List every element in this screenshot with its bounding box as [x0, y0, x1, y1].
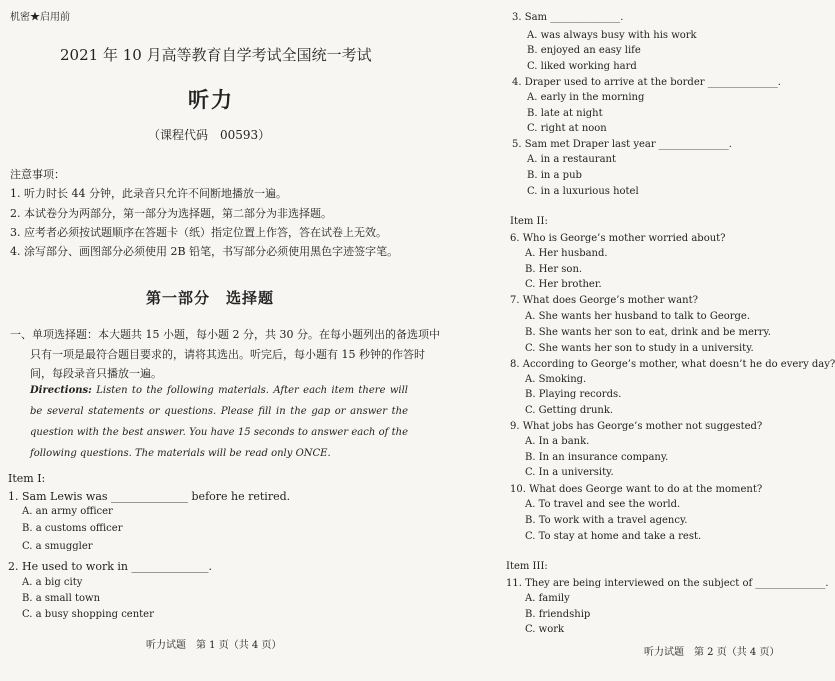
question-stem: 9. What jobs has George’s mother not suggested? [510, 421, 763, 432]
option: C. Her brother. [525, 279, 602, 290]
option: A. a big city [22, 577, 83, 588]
note-item: 1. 听力时长 44 分钟，此录音只允许不间断地播放一遍。 [10, 187, 287, 200]
option: C. liked working hard [527, 61, 637, 72]
question-stem: 3. Sam ______________. [512, 12, 624, 23]
part1-title: 第一部分 选择题 [146, 289, 275, 307]
option: B. a small town [22, 593, 101, 604]
directions-label: Directions: [30, 385, 92, 396]
instruction-line: 只有一项是最符合题目要求的，请将其选出。听完后，每小题有 15 秒钟的作答时 [30, 348, 425, 361]
option: C. in a luxurious hotel [527, 186, 639, 197]
option: B. Her son. [525, 264, 583, 275]
option: B. enjoyed an easy life [527, 45, 641, 56]
option: B. a customs officer [22, 523, 123, 534]
option: C. Getting drunk. [525, 405, 614, 416]
note-item: 2. 本试卷分为两部分，第一部分为选择题，第二部分为非选择题。 [10, 207, 332, 220]
option: B. in a pub [527, 170, 582, 181]
question-stem: 5. Sam met Draper last year ______________. [512, 139, 732, 150]
course-code: （课程代码 00593） [148, 128, 271, 142]
note-item: 3. 应考者必须按试题顺序在答题卡（纸）指定位置上作答，答在试卷上无效。 [10, 226, 387, 239]
option: A. early in the morning [527, 92, 645, 103]
option: A. in a restaurant [527, 154, 616, 165]
question-stem: 6. Who is George’s mother worried about? [510, 233, 726, 244]
secret-label: 机密★启用前 [10, 12, 70, 23]
option: A. Her husband. [525, 248, 608, 259]
subject-title: 听力 [188, 87, 234, 112]
item3-label: Item III: [506, 561, 548, 572]
option: C. She wants her son to study in a university. [525, 343, 754, 354]
option: A. an army officer [22, 506, 113, 517]
option: B. To work with a travel agency. [525, 515, 688, 526]
option: A. Smoking. [525, 374, 587, 385]
question-stem: 11. They are being interviewed on the subject of ______________. [506, 578, 829, 589]
exam-title: 2021 年 10 月高等教育自学考试全国统一考试 [60, 46, 372, 64]
notes-title: 注意事项： [10, 168, 65, 181]
option: B. friendship [525, 609, 591, 620]
option: C. a busy shopping center [22, 609, 154, 620]
option: B. In an insurance company. [525, 452, 669, 463]
question-stem: 8. According to George’s mother, what doesn’t he do every day? [510, 359, 835, 370]
question-stem: 1. Sam Lewis was ______________ before he retired. [8, 490, 291, 503]
instruction-line: 一、单项选择题：本大题共 15 小题，每小题 2 分，共 30 分。在每小题列出的备选项中 [10, 328, 440, 341]
item1-label: Item I: [8, 472, 46, 485]
directions [30, 380, 408, 464]
page-2 [400, 0, 835, 681]
question-stem: 4. Draper used to arrive at the border ______________. [512, 77, 781, 88]
page-footer: 听力试题 第 1 页（共 4 页） [146, 640, 282, 651]
option: C. In a university. [525, 467, 614, 478]
question-stem: 2. He used to work in ______________. [8, 560, 212, 573]
option: A. In a bank. [525, 436, 590, 447]
option: C. work [525, 624, 565, 635]
question-stem: 7. What does George’s mother want? [510, 295, 698, 306]
option: B. Playing records. [525, 389, 622, 400]
question-stem: 10. What does George want to do at the moment? [510, 484, 763, 495]
option: A. To travel and see the world. [525, 499, 681, 510]
item2-label: Item II: [510, 216, 548, 227]
option: C. right at noon [527, 123, 607, 134]
option: C. a smuggler [22, 541, 93, 552]
option: A. family [525, 593, 570, 604]
note-item: 4. 涂写部分、画图部分必须使用 2B 铅笔，书写部分必须使用黑色字迹签字笔。 [10, 245, 399, 258]
directions-text: Listen to the following materials. After each item there will be several statements or questions. Please fill in the gap or answer the question with the best answer. You have 15 seconds to answer each of the following questions. The materials will be read only ONCE. [30, 385, 408, 459]
option: B. She wants her son to eat, drink and be merry. [525, 327, 771, 338]
option: A. She wants her husband to talk to George. [525, 311, 751, 322]
instruction-line: 间，每段录音只播放一遍。 [30, 367, 162, 380]
option: B. late at night [527, 108, 603, 119]
option: C. To stay at home and take a rest. [525, 531, 702, 542]
page-footer: 听力试题 第 2 页（共 4 页） [644, 647, 780, 658]
option: A. was always busy with his work [527, 30, 697, 41]
